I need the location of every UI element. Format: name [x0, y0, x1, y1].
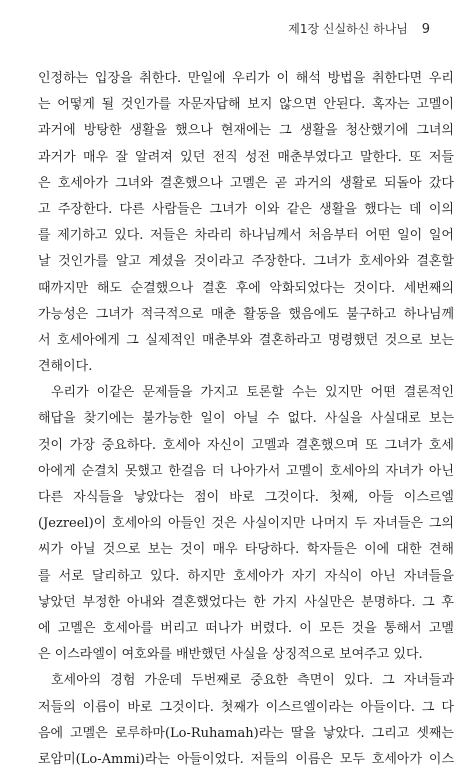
- text-line: 견해이다.: [38, 359, 93, 375]
- text-line: (Jezreel)이 호세아의 아들인 것은 사실이지만 나머지 두 자녀들은 그의: [38, 516, 454, 532]
- paragraph-3: [38, 668, 454, 773]
- text-line: 음에 고멜은 로루하마(Lo-Ruhamah)라는 딸을 낳았다. 그리고 셋째는: [38, 725, 454, 741]
- text-line: 서 호세아에게 그 실제적인 매춘부와 결혼하라고 명령했던 것으로 보는: [38, 332, 454, 348]
- running-header: [40, 20, 430, 37]
- text-line: 때까지만 해도 순결했으나 결혼 후에 악화되었다는 것이다. 세번째의: [38, 280, 454, 296]
- text-line: 과거에 방탕한 생활을 했으나 현재에는 그 생활을 청산했기에 그녀의: [38, 123, 454, 139]
- paragraph-1: [38, 66, 454, 380]
- text-line: 날 것인가를 알고 계셨을 것이라고 주장한다. 그녀가 호세아와 결혼할: [38, 254, 454, 270]
- body-text: [38, 66, 454, 773]
- text-line: 호세아의 경험 가운데 두번째로 중요한 측면이 있다. 그 자녀들과: [51, 673, 454, 689]
- paragraph-2: [38, 380, 454, 668]
- text-line: 해답을 찾기에는 불가능한 일이 아닐 수 없다. 사실을 사실대로 보는: [38, 411, 454, 427]
- text-line: 고 주장한다. 다른 사람들은 그녀가 이와 같은 생활을 했다는 데 이의: [38, 201, 454, 217]
- text-line: 은 이스라엘이 여호와를 배반했던 사실을 상징적으로 보여주고 있다.: [38, 647, 423, 663]
- text-line: 저들의 이름이 바로 그것이다. 첫째가 이스르엘이라는 아들이다. 그 다: [38, 699, 454, 715]
- text-line: 씨가 아닐 것으로 보는 것이 매우 타당하다. 학자들은 이에 대한 견해: [38, 542, 454, 558]
- text-line: 가능성은 그녀가 적극적으로 매춘 활동을 했음에도 불구하고 하나님께: [38, 306, 454, 322]
- text-line: 를 제기하고 있다. 저들은 차라리 하나님께서 처음부터 어떤 일이 일어: [38, 228, 454, 244]
- text-line: 에 고멜은 호세아를 버리고 떠나가 버렸다. 이 모든 것을 통해서 고멜: [38, 620, 454, 636]
- text-line: 낳았던 부정한 아내와 결혼했었다는 한 가지 사실만은 분명하다. 그 후: [38, 594, 454, 610]
- chapter-title: 제1장 신실하신 하나님: [288, 22, 408, 36]
- text-line: 를 서로 달리하고 있다. 하지만 호세아가 자기 자식이 아닌 자녀들을: [38, 568, 454, 584]
- text-line: 은 호세아가 그녀와 결혼했으나 고멜은 곧 과거의 생활로 되돌아 갔다: [38, 175, 454, 191]
- text-line: 아에게 순결치 못했고 한걸음 더 나아가서 고멜이 호세아의 자녀가 아닌: [38, 463, 454, 479]
- text-line: 다른 자식들을 낳았다는 점이 바로 그것이다. 첫째, 아들 이스르엘: [38, 490, 454, 505]
- text-line: 것이 가장 중요하다. 호세아 자신이 고멜과 결혼했으며 또 그녀가 호세: [38, 437, 454, 453]
- text-line: 인정하는 입장을 취한다. 만일에 우리가 이 해석 방법을 취한다면 우리: [38, 71, 454, 86]
- text-line: 로암미(Lo-Ammi)라는 아들이었다. 저들의 이름은 모두 호세아가 이스: [38, 751, 454, 767]
- text-line: 는 어떻게 될 것인가를 자문자답해 보지 않으면 안된다. 혹자는 고멜이: [38, 97, 454, 113]
- page-number: 9: [421, 22, 430, 37]
- text-line: 과거가 매우 잘 알려져 있던 전직 성전 매춘부였다고 말한다. 또 저들: [38, 149, 454, 165]
- text-line: 우리가 이같은 문제들을 가지고 토론할 수는 있지만 어떤 결론적인: [51, 385, 454, 401]
